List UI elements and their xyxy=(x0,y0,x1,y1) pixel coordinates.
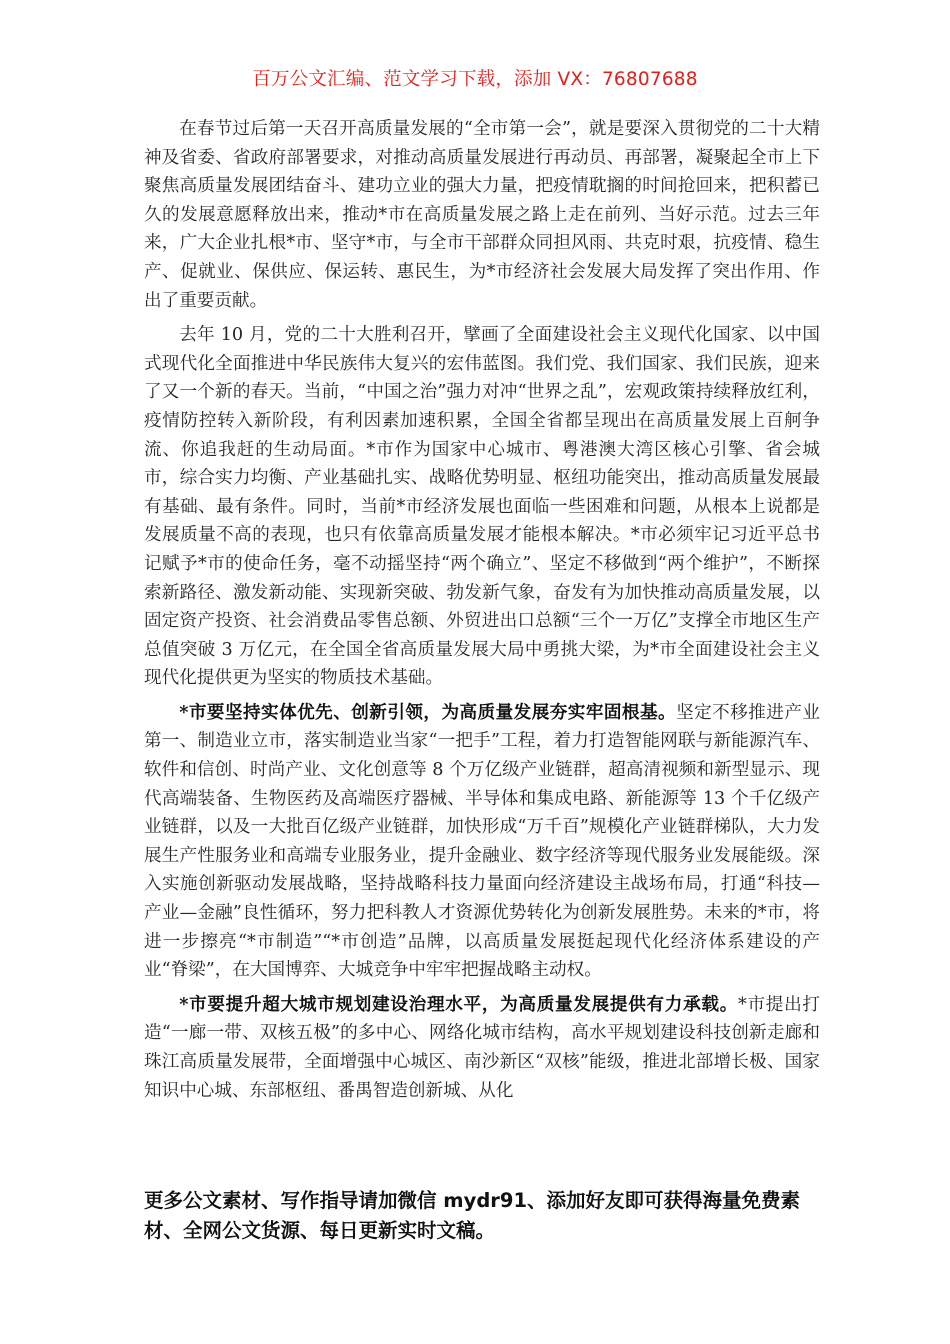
promo-footer: 更多公文素材、写作指导请加微信 mydr91、添加好友即可获得海量免费素材、全网公文货源、每日更新实时文稿。 xyxy=(144,1189,801,1242)
paragraph-4-heading: *市要提升超大城市规划建设治理水平，为高质量发展提供有力承载。 xyxy=(179,993,738,1015)
paragraph-4 xyxy=(144,991,820,1105)
paragraph-2-text: 去年 10 月，党的二十大胜利召开，擘画了全面建设社会主义现代化国家、以中国式现代化全面推进中华民族伟大复兴的宏伟蓝图。我们党、我们国家、我们民族，迎来了又一个新的春天。当前，“中国之治”强力对冲“世界之乱”，宏观政策持续释放红利，疫情防控转入新阶段，有利因素加速积累，全国全省都呈现出在高质量发展上百舸争流、你追我赶的生动局面。*市作为国家中心城市、粤港澳大湾区核心引擎、省会城市，综合实力均衡、产业基础扎实、战略优势明显、枢纽功能突出，推动高质量发展最有基础、最有条件。同时，当前*市经济发展也面临一些困难和问题，从根本上说都是发展质量不高的表现，也只有依靠高质量发展才能根本解决。*市必须牢记习近平总书记赋予*市的使命任务，毫不动摇坚持“两个确立”、坚定不移做到“两个维护”，不断探索新路径、激发新动能、实现新突破、勃发新气象，奋发有为加快推动高质量发展，以固定资产投资、社会消费品零售总额、外贸进出口总额“三个一万亿”支撑全市地区生产总值突破 3 万亿元，在全国全省高质量发展大局中勇挑大梁，为*市全面建设社会主义现代化提供更为坚实的物质技术基础。 xyxy=(144,325,820,689)
paragraph-1 xyxy=(144,115,820,315)
paragraph-3-heading: *市要坚持实体优先、创新引领，为高质量发展夯实牢固根基。 xyxy=(179,701,677,723)
promo-header: 百万公文汇编、范文学习下载，添加 VX：76807688 xyxy=(252,69,698,90)
paragraph-4-text: *市提出打造“一廊一带、双核五极”的多中心、网络化城市结构，高水平规划建设科技创新走廊和珠江高质量发展带，全面增强中心城区、南沙新区“双核”能级，推进北部增长极、国家知识中心城、东部枢纽、番禺智造创新城、从化 xyxy=(144,994,820,1101)
article-body xyxy=(144,115,820,1111)
paragraph-3 xyxy=(144,699,820,985)
paragraph-3-text: 坚定不移推进产业第一、制造业立市，落实制造业当家“一把手”工程，着力打造智能网联与新能源汽车、软件和信创、时尚产业、文化创意等 8 个万亿级产业链群，超高清视频和新型显示、现代高端装备、生物医药及高端医疗器械、半导体和集成电路、新能源等 13 个千亿级产业链群，以及一大批百亿级产业链群，加快形成“万千百”规模化产业链群梯队，大力发展生产性服务业和高端专业服务业，提升金融业、数字经济等现代服务业发展能级。深入实施创新驱动发展战略，坚持战略科技力量面向经济建设主战场布局，打通“科技—产业—金融”良性循环，努力把科教人才资源优势转化为创新发展胜势。未来的*市，将进一步擦亮“*市制造”“*市创造”品牌，以高质量发展挺起现代化经济体系建设的产业“脊梁”，在大国博弈、大城竞争中牢牢把握战略主动权。 xyxy=(144,702,820,981)
paragraph-2 xyxy=(144,321,820,693)
paragraph-1-text: 在春节过后第一天召开高质量发展的“全市第一会”，就是要深入贯彻党的二十大精神及省委、省政府部署要求，对推动高质量发展进行再动员、再部署，凝聚起全市上下聚焦高质量发展团结奋斗、建功立业的强大力量，把疫情耽搁的时间抢回来，把积蓄已久的发展意愿释放出来，推动*市在高质量发展之路上走在前列、当好示范。过去三年来，广大企业扎根*市、坚守*市，与全市干部群众同担风雨、共克时艰，抗疫情、稳生产、促就业、保供应、保运转、惠民生，为*市经济社会发展大局发挥了突出作用、作出了重要贡献。 xyxy=(144,119,820,311)
